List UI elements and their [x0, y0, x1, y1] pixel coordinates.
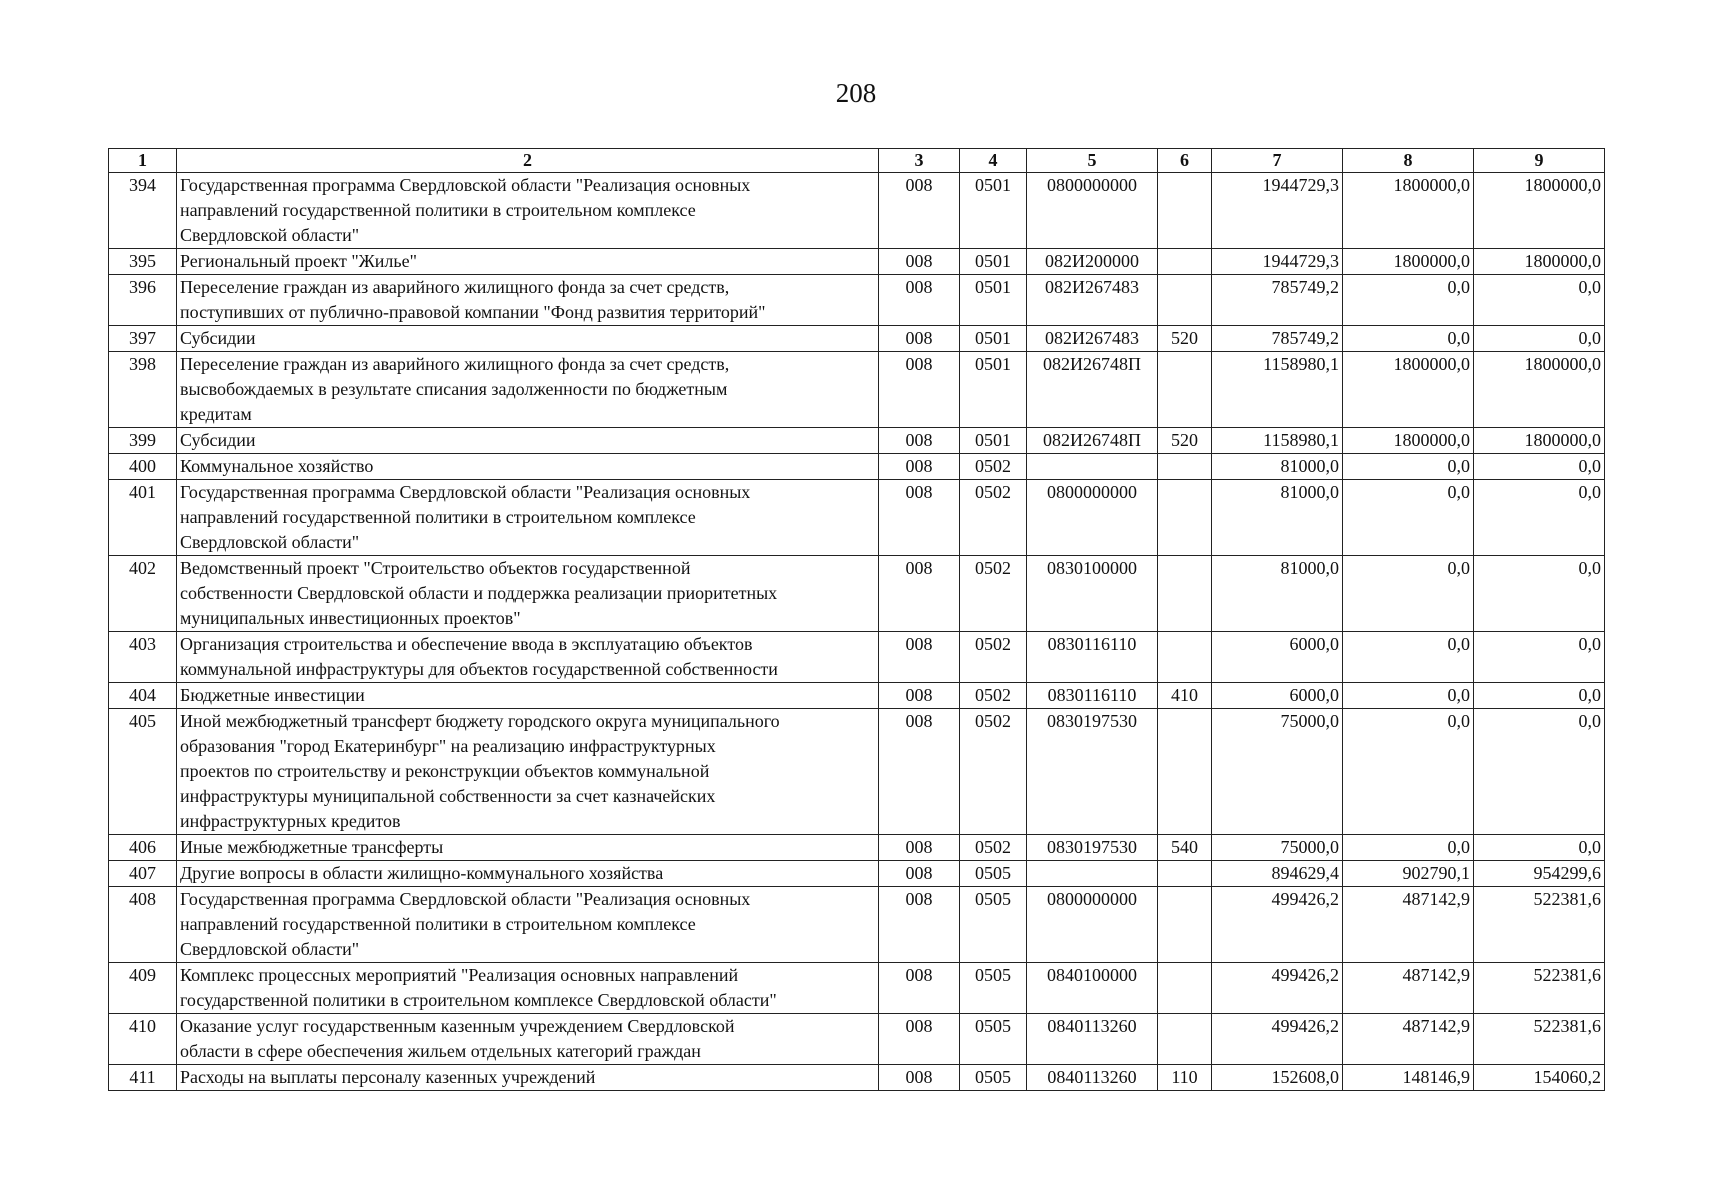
row-name: Организация строительства и обеспечение ввода в эксплуатацию объектов коммунальной инфраструктуры для объектов государственной собственности [177, 632, 879, 683]
cell-col6: 540 [1158, 835, 1212, 861]
cell-col3: 008 [879, 480, 960, 556]
cell-col4: 0505 [960, 1014, 1027, 1065]
cell-col5: 0830197530 [1027, 835, 1158, 861]
cell-col4: 0502 [960, 454, 1027, 480]
page-number: 208 [835, 78, 877, 108]
cell-col9: 0,0 [1474, 709, 1605, 835]
cell-col3: 008 [879, 709, 960, 835]
row-number: 396 [109, 275, 177, 326]
cell-col7: 499426,2 [1212, 1014, 1343, 1065]
cell-col7: 499426,2 [1212, 963, 1343, 1014]
row-number: 408 [109, 887, 177, 963]
row-number: 400 [109, 454, 177, 480]
cell-col3: 008 [879, 683, 960, 709]
cell-col8: 487142,9 [1343, 887, 1474, 963]
row-number: 411 [109, 1065, 177, 1091]
cell-col4: 0501 [960, 275, 1027, 326]
row-name: Государственная программа Свердловской области "Реализация основных направлений государственной политики в строительном комплексе Свердловской области" [177, 173, 879, 249]
cell-col3: 008 [879, 275, 960, 326]
cell-col3: 008 [879, 173, 960, 249]
cell-col6 [1158, 480, 1212, 556]
table-row [109, 326, 1605, 352]
cell-col8: 0,0 [1343, 480, 1474, 556]
cell-col5: 082И267483 [1027, 326, 1158, 352]
cell-col4: 0502 [960, 683, 1027, 709]
table-row [109, 887, 1605, 963]
cell-col8: 0,0 [1343, 454, 1474, 480]
cell-col4: 0502 [960, 632, 1027, 683]
cell-col5: 082И200000 [1027, 249, 1158, 275]
cell-col7: 1944729,3 [1212, 249, 1343, 275]
cell-col4: 0505 [960, 861, 1027, 887]
cell-col6 [1158, 173, 1212, 249]
cell-col7: 1158980,1 [1212, 352, 1343, 428]
cell-col7: 81000,0 [1212, 454, 1343, 480]
cell-col6: 520 [1158, 326, 1212, 352]
cell-col8: 0,0 [1343, 326, 1474, 352]
row-number: 399 [109, 428, 177, 454]
table-row [109, 352, 1605, 428]
cell-col3: 008 [879, 835, 960, 861]
cell-col4: 0502 [960, 709, 1027, 835]
header-cell: 7 [1212, 149, 1343, 173]
cell-col9: 1800000,0 [1474, 352, 1605, 428]
cell-col8: 0,0 [1343, 835, 1474, 861]
header-cell: 4 [960, 149, 1027, 173]
cell-col5: 0830116110 [1027, 683, 1158, 709]
table-row [109, 480, 1605, 556]
cell-col3: 008 [879, 1065, 960, 1091]
table-row [109, 1014, 1605, 1065]
cell-col5 [1027, 454, 1158, 480]
cell-col8: 0,0 [1343, 709, 1474, 835]
cell-col6 [1158, 1014, 1212, 1065]
cell-col7: 894629,4 [1212, 861, 1343, 887]
table-row [109, 454, 1605, 480]
cell-col5: 0830100000 [1027, 556, 1158, 632]
row-number: 401 [109, 480, 177, 556]
cell-col3: 008 [879, 963, 960, 1014]
cell-col6: 110 [1158, 1065, 1212, 1091]
cell-col9: 154060,2 [1474, 1065, 1605, 1091]
cell-col9: 0,0 [1474, 632, 1605, 683]
cell-col6 [1158, 454, 1212, 480]
cell-col5: 0840100000 [1027, 963, 1158, 1014]
table-row [109, 709, 1605, 835]
cell-col4: 0501 [960, 326, 1027, 352]
row-number: 407 [109, 861, 177, 887]
row-name: Переселение граждан из аварийного жилищного фонда за счет средств, высвобождаемых в результате списания задолженности по бюджетным кредитам [177, 352, 879, 428]
table-row [109, 275, 1605, 326]
cell-col5: 0830197530 [1027, 709, 1158, 835]
row-number: 403 [109, 632, 177, 683]
cell-col7: 6000,0 [1212, 632, 1343, 683]
cell-col9: 1800000,0 [1474, 428, 1605, 454]
cell-col6: 410 [1158, 683, 1212, 709]
header-cell: 6 [1158, 149, 1212, 173]
cell-col3: 008 [879, 556, 960, 632]
table-row [109, 683, 1605, 709]
table-row [109, 861, 1605, 887]
cell-col6 [1158, 887, 1212, 963]
cell-col5: 0800000000 [1027, 173, 1158, 249]
cell-col7: 75000,0 [1212, 835, 1343, 861]
table-row [109, 1065, 1605, 1091]
cell-col3: 008 [879, 454, 960, 480]
cell-col5: 0830116110 [1027, 632, 1158, 683]
header-row [109, 149, 1605, 173]
cell-col6: 520 [1158, 428, 1212, 454]
cell-col7: 75000,0 [1212, 709, 1343, 835]
table-row [109, 249, 1605, 275]
row-number: 405 [109, 709, 177, 835]
cell-col9: 522381,6 [1474, 1014, 1605, 1065]
row-name: Государственная программа Свердловской области "Реализация основных направлений государственной политики в строительном комплексе Свердловской области" [177, 887, 879, 963]
cell-col4: 0502 [960, 556, 1027, 632]
cell-col3: 008 [879, 632, 960, 683]
table-row [109, 428, 1605, 454]
row-name: Иные межбюджетные трансферты [177, 835, 879, 861]
cell-col6 [1158, 275, 1212, 326]
header-cell: 2 [177, 149, 879, 173]
row-name: Переселение граждан из аварийного жилищного фонда за счет средств, поступивших от публично-правовой компании "Фонд развития территорий" [177, 275, 879, 326]
cell-col9: 0,0 [1474, 275, 1605, 326]
row-number: 395 [109, 249, 177, 275]
table-row [109, 556, 1605, 632]
cell-col4: 0502 [960, 835, 1027, 861]
row-name: Оказание услуг государственным казенным учреждением Свердловской области в сфере обеспечения жильем отдельных категорий граждан [177, 1014, 879, 1065]
cell-col4: 0505 [960, 887, 1027, 963]
cell-col5: 0800000000 [1027, 480, 1158, 556]
row-number: 402 [109, 556, 177, 632]
cell-col8: 148146,9 [1343, 1065, 1474, 1091]
row-number: 394 [109, 173, 177, 249]
cell-col9: 1800000,0 [1474, 249, 1605, 275]
row-name: Государственная программа Свердловской области "Реализация основных направлений государственной политики в строительном комплексе Свердловской области" [177, 480, 879, 556]
table-row [109, 963, 1605, 1014]
cell-col8: 1800000,0 [1343, 352, 1474, 428]
cell-col9: 0,0 [1474, 556, 1605, 632]
cell-col4: 0501 [960, 352, 1027, 428]
cell-col8: 0,0 [1343, 632, 1474, 683]
cell-col3: 008 [879, 352, 960, 428]
table-row [109, 632, 1605, 683]
row-number: 398 [109, 352, 177, 428]
row-name: Другие вопросы в области жилищно-коммунального хозяйства [177, 861, 879, 887]
cell-col3: 008 [879, 326, 960, 352]
row-name: Расходы на выплаты персоналу казенных учреждений [177, 1065, 879, 1091]
cell-col7: 81000,0 [1212, 556, 1343, 632]
cell-col6 [1158, 709, 1212, 835]
row-name: Коммунальное хозяйство [177, 454, 879, 480]
cell-col4: 0505 [960, 963, 1027, 1014]
cell-col7: 785749,2 [1212, 326, 1343, 352]
row-number: 404 [109, 683, 177, 709]
header-cell: 3 [879, 149, 960, 173]
cell-col6 [1158, 632, 1212, 683]
cell-col9: 954299,6 [1474, 861, 1605, 887]
header-cell: 8 [1343, 149, 1474, 173]
cell-col8: 1800000,0 [1343, 249, 1474, 275]
cell-col7: 499426,2 [1212, 887, 1343, 963]
cell-col5: 0840113260 [1027, 1014, 1158, 1065]
cell-col9: 1800000,0 [1474, 173, 1605, 249]
row-name: Региональный проект "Жилье" [177, 249, 879, 275]
cell-col8: 487142,9 [1343, 1014, 1474, 1065]
budget-table [108, 148, 1605, 1091]
cell-col6 [1158, 249, 1212, 275]
row-number: 409 [109, 963, 177, 1014]
cell-col7: 6000,0 [1212, 683, 1343, 709]
row-name: Иной межбюджетный трансферт бюджету городского округа муниципального образования "город Екатеринбург" на реализацию инфраструктурных проектов по строительству и реконструкции объектов коммунальной инфраструктуры муниципальной собственности за счет казначейских инфраструктурных кредитов [177, 709, 879, 835]
cell-col5: 0800000000 [1027, 887, 1158, 963]
cell-col8: 0,0 [1343, 556, 1474, 632]
cell-col8: 487142,9 [1343, 963, 1474, 1014]
cell-col9: 0,0 [1474, 326, 1605, 352]
header-cell: 1 [109, 149, 177, 173]
row-number: 406 [109, 835, 177, 861]
cell-col9: 0,0 [1474, 480, 1605, 556]
cell-col9: 522381,6 [1474, 887, 1605, 963]
cell-col3: 008 [879, 428, 960, 454]
row-name: Субсидии [177, 326, 879, 352]
cell-col8: 1800000,0 [1343, 428, 1474, 454]
cell-col9: 0,0 [1474, 454, 1605, 480]
row-name: Субсидии [177, 428, 879, 454]
cell-col9: 522381,6 [1474, 963, 1605, 1014]
cell-col7: 81000,0 [1212, 480, 1343, 556]
cell-col4: 0502 [960, 480, 1027, 556]
cell-col4: 0505 [960, 1065, 1027, 1091]
cell-col7: 785749,2 [1212, 275, 1343, 326]
cell-col5: 082И26748П [1027, 428, 1158, 454]
cell-col3: 008 [879, 861, 960, 887]
cell-col8: 902790,1 [1343, 861, 1474, 887]
cell-col9: 0,0 [1474, 683, 1605, 709]
row-name: Ведомственный проект "Строительство объектов государственной собственности Свердловской области и поддержка реализации приоритетных муниципальных инвестиционных проектов" [177, 556, 879, 632]
cell-col4: 0501 [960, 173, 1027, 249]
cell-col9: 0,0 [1474, 835, 1605, 861]
cell-col7: 152608,0 [1212, 1065, 1343, 1091]
cell-col4: 0501 [960, 249, 1027, 275]
cell-col4: 0501 [960, 428, 1027, 454]
cell-col5 [1027, 861, 1158, 887]
table-row [109, 173, 1605, 249]
cell-col6 [1158, 963, 1212, 1014]
cell-col3: 008 [879, 887, 960, 963]
cell-col8: 0,0 [1343, 275, 1474, 326]
cell-col6 [1158, 556, 1212, 632]
cell-col7: 1944729,3 [1212, 173, 1343, 249]
cell-col5: 082И26748П [1027, 352, 1158, 428]
cell-col6 [1158, 861, 1212, 887]
cell-col5: 0840113260 [1027, 1065, 1158, 1091]
row-name: Бюджетные инвестиции [177, 683, 879, 709]
table-row [109, 835, 1605, 861]
row-number: 410 [109, 1014, 177, 1065]
header-cell: 5 [1027, 149, 1158, 173]
header-cell: 9 [1474, 149, 1605, 173]
cell-col6 [1158, 352, 1212, 428]
cell-col8: 0,0 [1343, 683, 1474, 709]
cell-col8: 1800000,0 [1343, 173, 1474, 249]
row-name: Комплекс процессных мероприятий "Реализация основных направлений государственной политики в строительном комплексе Свердловской области" [177, 963, 879, 1014]
cell-col3: 008 [879, 249, 960, 275]
cell-col7: 1158980,1 [1212, 428, 1343, 454]
row-number: 397 [109, 326, 177, 352]
cell-col3: 008 [879, 1014, 960, 1065]
cell-col5: 082И267483 [1027, 275, 1158, 326]
